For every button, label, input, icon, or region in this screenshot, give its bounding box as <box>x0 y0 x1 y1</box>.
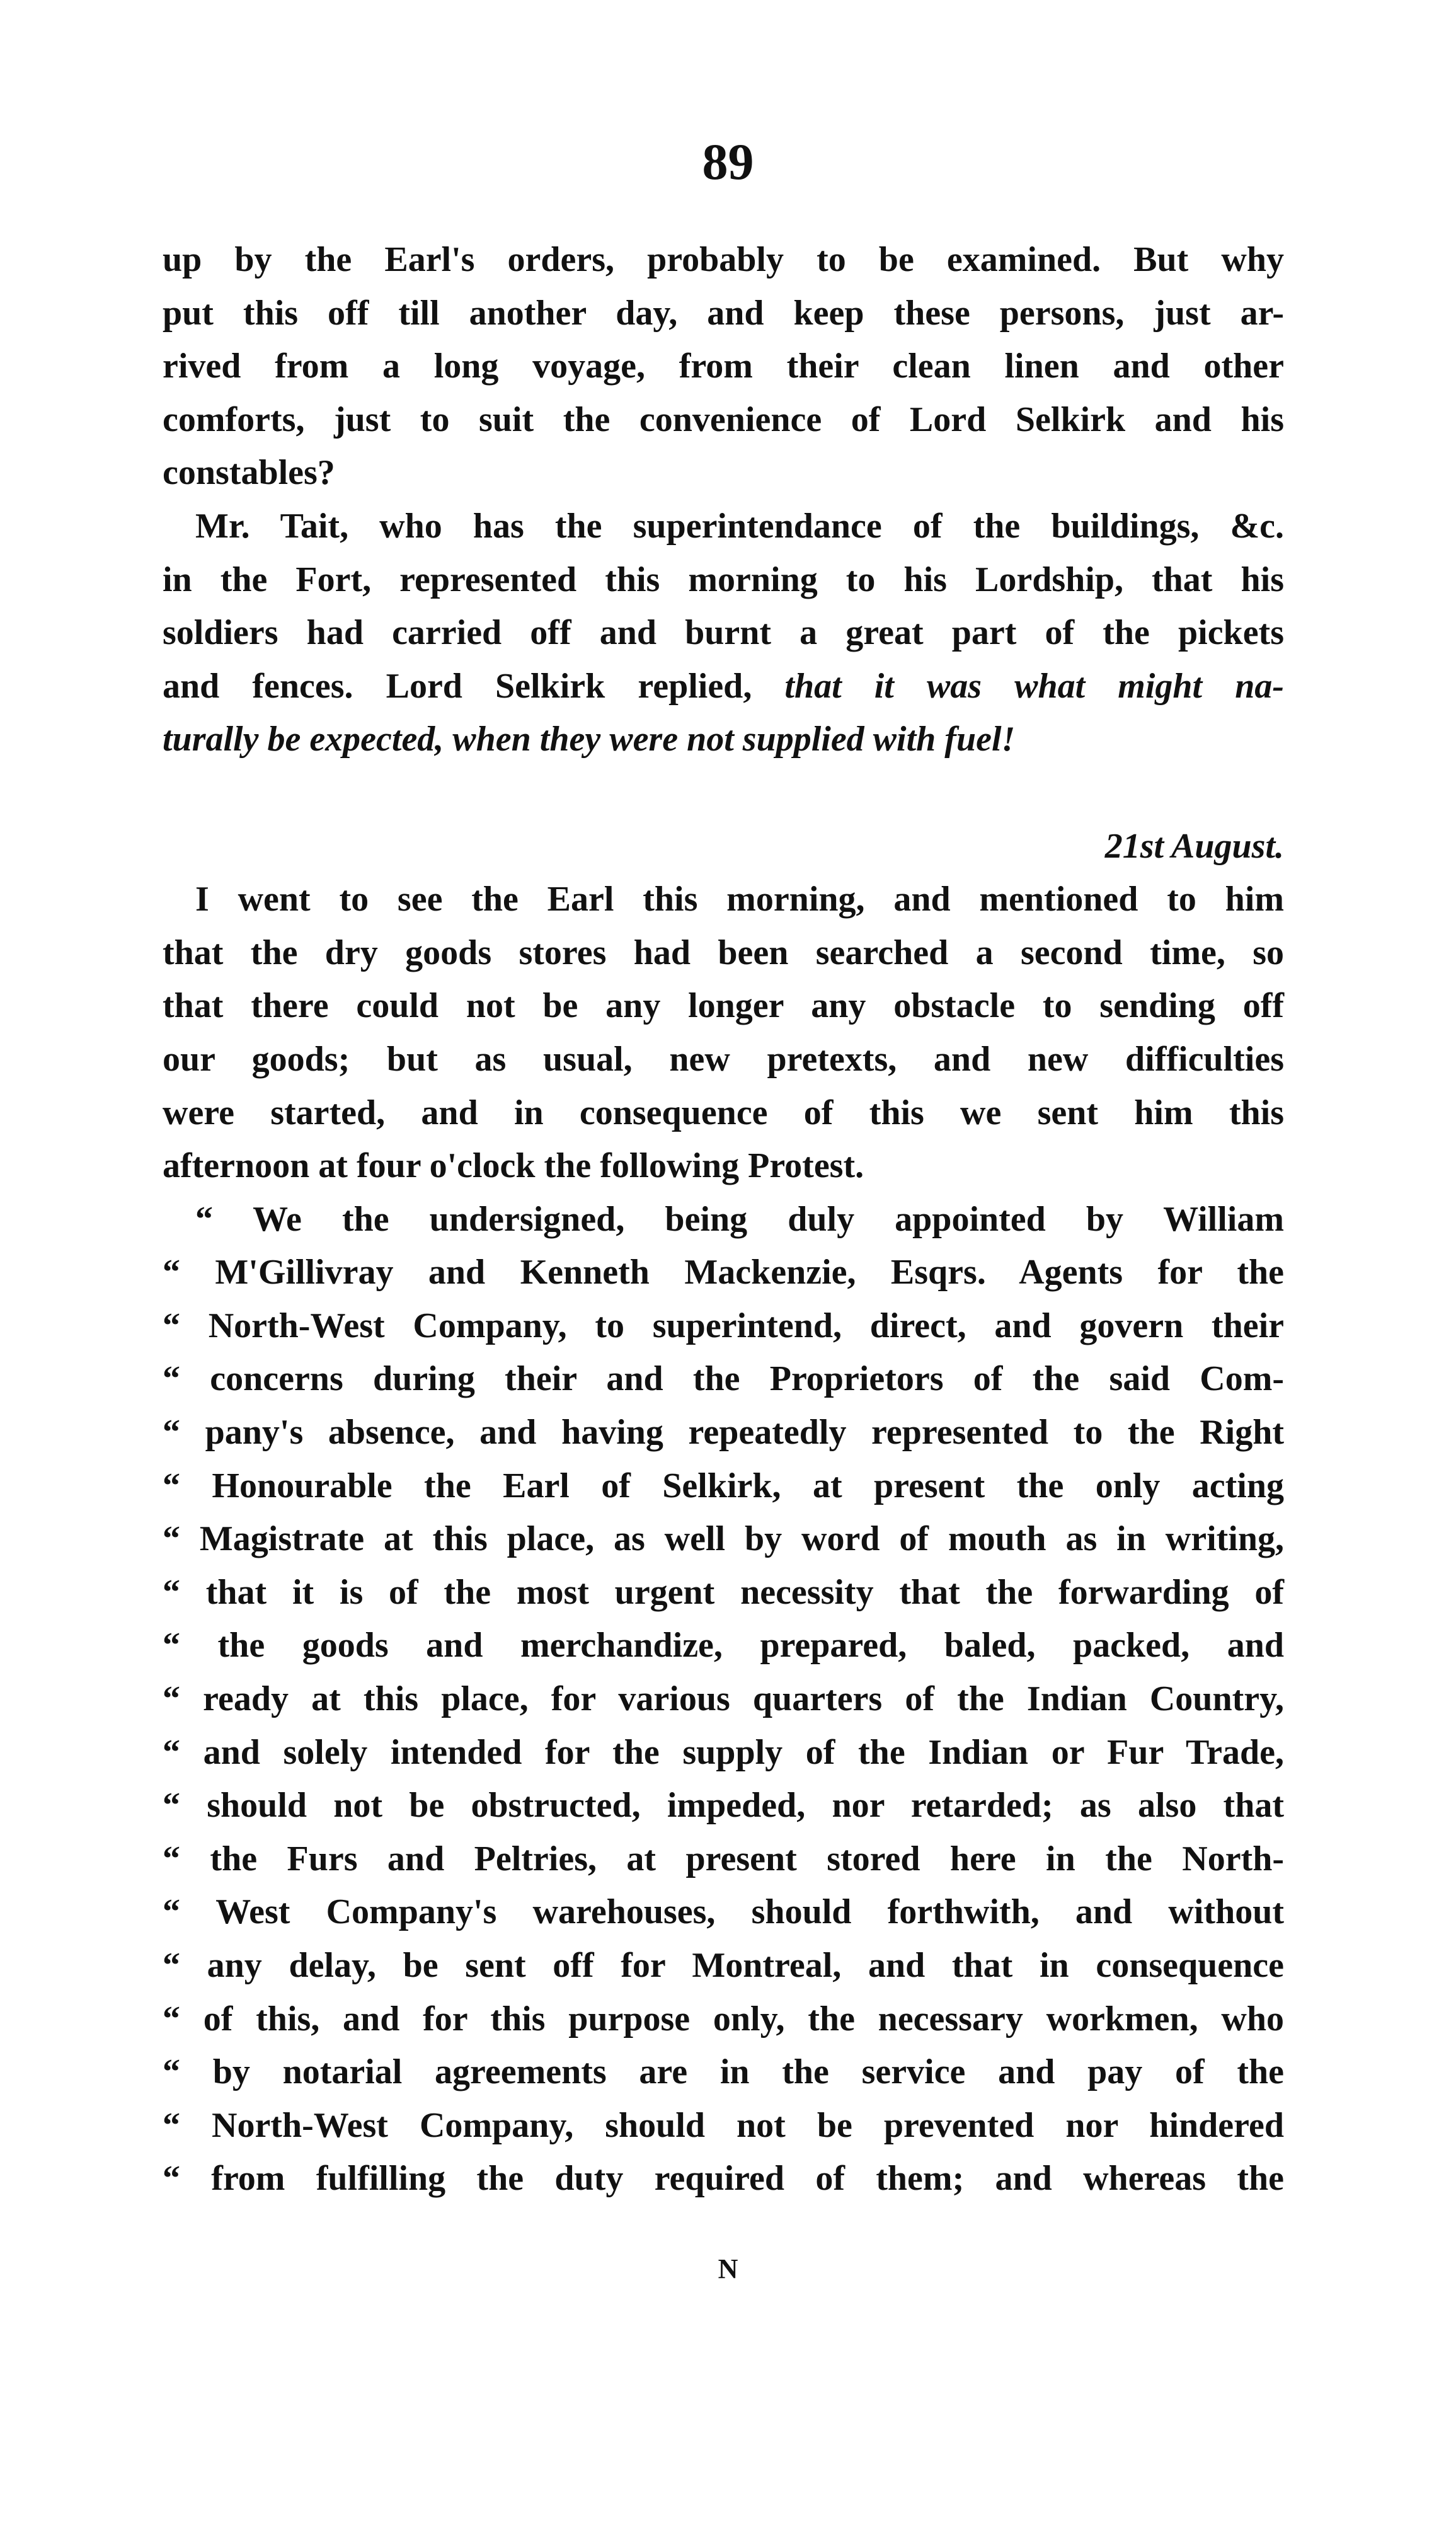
text-line <box>163 660 1284 713</box>
date-heading: 21st August. <box>1104 826 1284 866</box>
text-line: our goods; but as usual, new pretexts, and new difficulties <box>163 1039 1284 1079</box>
text-line: turally be expected, when they were not supplied with fuel! <box>163 720 1016 759</box>
text-line: put this off till another day, and keep these persons, just ar- <box>163 293 1284 333</box>
text-line: that the dry goods stores had been searched a second time, so <box>163 933 1284 972</box>
protest-line: “ concerns during their and the Proprietors of the said Com- <box>163 1359 1284 1399</box>
protest-line: “ and solely intended for the supply of the Indian or Fur Trade, <box>163 1732 1284 1772</box>
text-line: up by the Earl's orders, probably to be examined. But why <box>163 240 1284 279</box>
protest-line: “ any delay, be sent off for Montreal, and that in consequence <box>163 1946 1284 1985</box>
protest-line: “ by notarial agreements are in the service and pay of the <box>163 2052 1284 2092</box>
protest-line: “ Magistrate at this place, as well by word of mouth as in writing, <box>163 1519 1284 1559</box>
text-line: I went to see the Earl this morning, and mentioned to him <box>195 880 1284 919</box>
italic-quote: that it was what might na- <box>784 666 1284 706</box>
protest-line: “ West Company's warehouses, should forthwith, and without <box>163 1892 1284 1932</box>
text-line: soldiers had carried off and burnt a great part of the pickets <box>163 613 1284 653</box>
protest-line: “ M'Gillivray and Kenneth Mackenzie, Esqrs. Agents for the <box>163 1253 1284 1292</box>
text-segment: and fences. Lord Selkirk replied, <box>163 666 752 706</box>
text-line: that there could not be any longer any obstacle to sending off <box>163 986 1284 1026</box>
text-line: were started, and in consequence of this we sent him this <box>163 1093 1284 1132</box>
protest-line: “ ready at this place, for various quarters of the Indian Country, <box>163 1679 1284 1719</box>
protest-line: “ should not be obstructed, impeded, nor retarded; as also that <box>163 1786 1284 1826</box>
protest-line: “ North-West Company, to superintend, direct, and govern their <box>163 1306 1284 1345</box>
protest-line: “ of this, and for this purpose only, the necessary workmen, who <box>163 1999 1284 2039</box>
text-line: constables? <box>163 453 335 493</box>
body-text <box>163 233 1284 2206</box>
text-line: afternoon at four o'clock the following Protest. <box>163 1146 864 1186</box>
protest-line: “ that it is of the most urgent necessity that the forwarding of <box>163 1572 1284 1612</box>
text-line: rived from a long voyage, from their clean linen and other <box>163 347 1284 386</box>
protest-line: “ pany's absence, and having repeatedly represented to the Right <box>163 1413 1284 1452</box>
protest-line: “ We the undersigned, being duly appointed by William <box>195 1199 1284 1239</box>
protest-line: “ Honourable the Earl of Selkirk, at present the only acting <box>163 1466 1284 1505</box>
protest-line: “ the goods and merchandize, prepared, baled, packed, and <box>163 1626 1284 1665</box>
protest-line: “ North-West Company, should not be prevented nor hindered <box>163 2105 1284 2145</box>
text-line: in the Fort, represented this morning to his Lordship, that his <box>163 560 1284 599</box>
protest-line: “ the Furs and Peltries, at present stored here in the North- <box>163 1839 1284 1878</box>
text-line: Mr. Tait, who has the superintendance of the buildings, &c. <box>195 506 1284 546</box>
signature-mark: N <box>718 2253 738 2284</box>
protest-line: “ from fulfilling the duty required of them; and whereas the <box>163 2159 1284 2199</box>
page-number: 89 <box>702 133 754 190</box>
spacer <box>163 766 1284 820</box>
text-line: comforts, just to suit the convenience of Lord Selkirk and his <box>163 400 1284 439</box>
